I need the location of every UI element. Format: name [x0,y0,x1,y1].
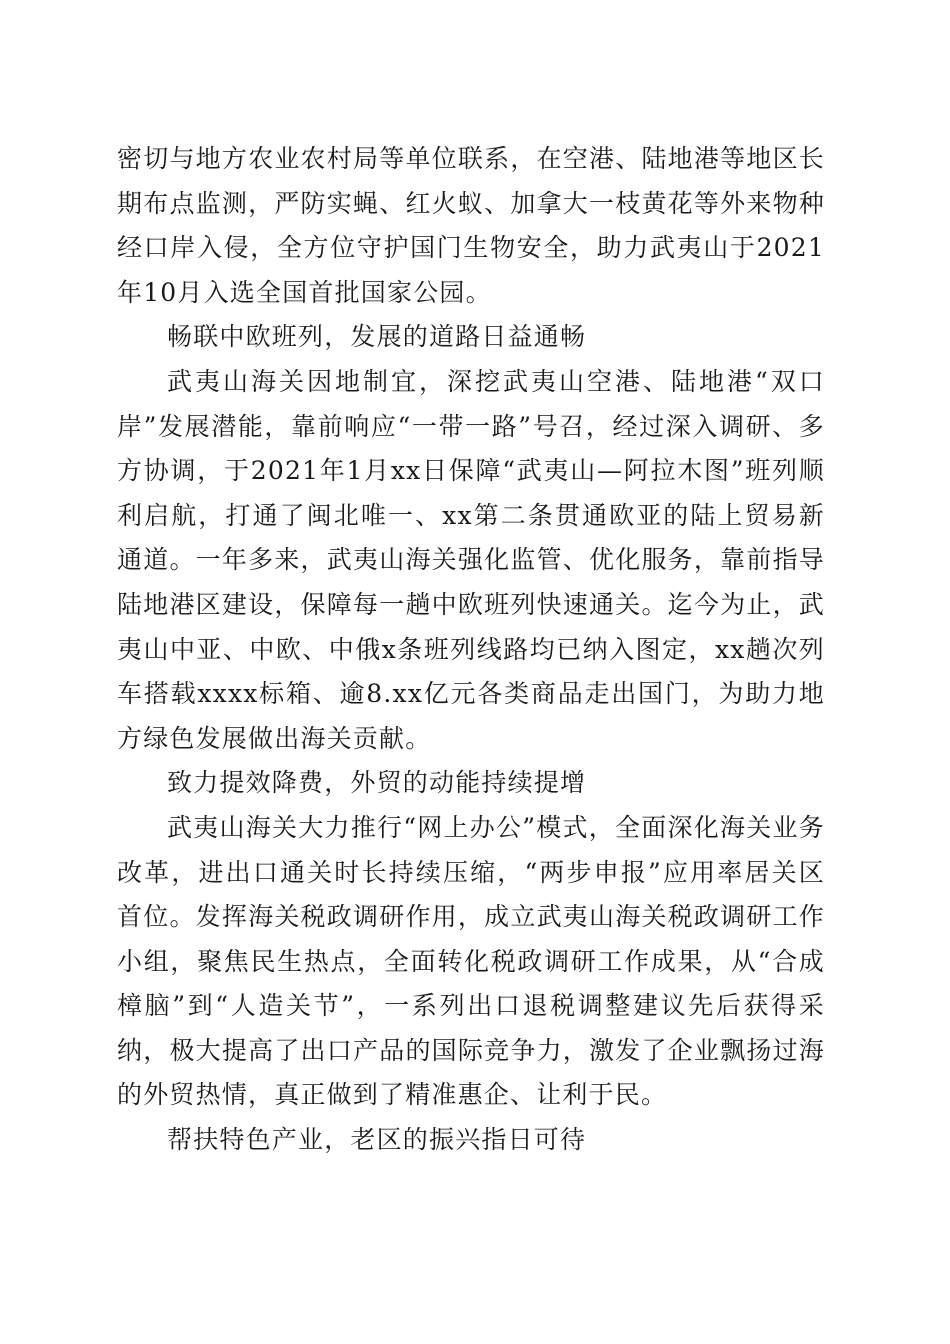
document-page [117,137,825,1163]
section-heading: 帮扶特色产业，老区的振兴指日可待 [167,1125,587,1155]
section-heading: 致力提效降费，外贸的动能持续提增 [167,768,587,798]
body-paragraph: 武夷山海关因地制宜，深挖武夷山空港、陆地港“双口岸”发展潜能，靠前响应“一带一路”号召，经过深入调研、多方协调，于2021年1月xx日保障“武夷山—阿拉木图”班列顺利启航，打通了闽北唯一、xx第二条贯通欧亚的陆上贸易新通道。一年多来，武夷山海关强化监管、优化服务，靠前指导陆地港区建设，保障每一趟中欧班列快速通关。迄今为止，武夷山中亚、中欧、中俄x条班列线路均已纳入图定，xx趟次列车搭载xxxx标箱、逾8.xx亿元各类商品走出国门，为助力地方绿色发展做出海关贡献。 [117,366,825,753]
body-paragraph: 密切与地方农业农村局等单位联系，在空港、陆地港等地区长期布点监测，严防实蝇、红火蚁、加拿大一枝黄花等外来物种经口岸入侵，全方位守护国门生物安全，助力武夷山于2021年10月入选全国首批国家公园。 [117,144,825,307]
body-paragraph: 武夷山海关大力推行“网上办公”模式，全面深化海关业务改革，进出口通关时长持续压缩，“两步申报”应用率居关区首位。发挥海关税政调研作用，成立武夷山海关税政调研工作小组，聚焦民生热点，全面转化税政调研工作成果，从“合成樟脑”到“人造关节”，一系列出口退税调整建议先后获得采纳，极大提高了出口产品的国际竞争力，激发了企业飘扬过海的外贸热情，真正做到了精准惠企、让利于民。 [117,812,825,1110]
section-heading: 畅联中欧班列，发展的道路日益通畅 [167,322,587,352]
